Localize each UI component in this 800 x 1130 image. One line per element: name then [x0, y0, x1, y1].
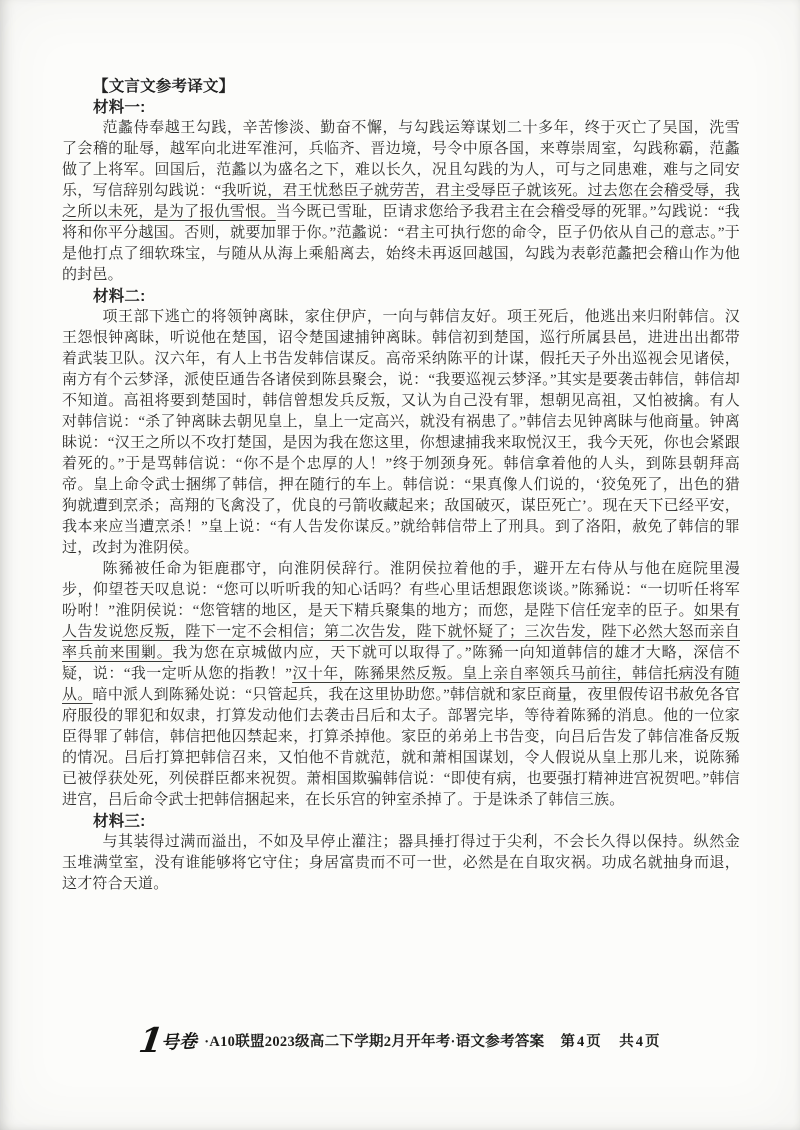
underlined-text: 我听说，君王忧愁臣子就劳苦，君主受辱臣子就该死。过去您在会稽受辱，我之所以未死，是为了报仇雪恨。 — [62, 183, 740, 220]
text-segment: 我为您在京城做内应，天下就可以取得了。”陈豨一向知道韩信的雄才大略，深信不疑，说：“我一定听从您的指教！” — [62, 645, 741, 682]
underlined-text: 如果有人告发说您反叛，陛下一定不会相信；第二次告发，陛下就怀疑了；三次告发，陛下必然大怒而亲自率兵前来围剿。 — [62, 603, 740, 661]
exam-brand-logo: 1号卷 — [135, 1021, 198, 1061]
document-body — [62, 76, 740, 895]
text-segment: 当今既已雪耻，臣请求您给予我君主在会稽受辱的死罪。”勾践说：“我将和你平分越国。否则，就要加罪于你。”范蠡说：“君主可执行您的命令，臣子仍依从自己的意志。”于是他打点了细软珠宝，与随从从海上乘船离去，始终未再返回越国，勾践为表彰范蠡把会稽山作为他的封邑。 — [62, 204, 740, 283]
logo-script-suffix: 号卷 — [160, 1031, 198, 1053]
underlined-text: 汉十年，陈豨果然反叛。皇上亲自率领兵马前往，韩信托病没有随从。 — [62, 666, 740, 703]
material-1-heading: 材料一: — [93, 99, 146, 116]
footer-exam-info: ·A10联盟2023级高二下学期2月开年考·语文参考答案 — [204, 1034, 545, 1050]
paragraph — [62, 559, 740, 811]
document-blocks — [62, 97, 740, 895]
text-segment: 范蠡侍奉越王勾践，辛苦惨淡、勤奋不懈，与勾践运筹谋划二十多年，终于灭亡了吴国，洗雪了会稽的耻辱，越军向北进军淮河，兵临齐、晋边境，号令中原各国，来尊崇周室，勾践称霸，范蠡做了上将军。回国后，范蠡以为盛名之下，难以长久，况且勾践的为人，可与之同患难，难与之同安乐，写信辞别勾践说：“ — [62, 120, 740, 199]
text-segment: 项王部下逃亡的将领钟离眛，家住伊庐，一向与韩信友好。项王死后，他逃出来归附韩信。汉王怨恨钟离眛，听说他在楚国，诏令楚国逮捕钟离眛。韩信初到楚国，巡行所属县邑，进进出出都带着武装卫队。汉六年，有人上书告发韩信谋反。高帝采纳陈平的计谋，假托天子外出巡视会见诸侯，南方有个云梦泽，派使臣通告各诸侯到陈县聚会，说：“我要巡视云梦泽。”其实是要袭击韩信，韩信却不知道。高祖将要到楚国时，韩信曾想发兵反叛，又认为自己没有罪，想朝见高祖，又怕被擒。有人对韩信说：“杀了钟离眛去朝见皇上，皇上一定高兴，就没有祸患了。”韩信去见钟离眛与他商量。钟离眛说：“汉王之所以不攻打楚国，是因为我在您这里，你想逮捕我来取悦汉王，我今天死，你也会紧跟着死的。”于是骂韩信说：“你不是个忠厚的人！”终于刎颈身死。韩信拿着他的人头，到陈县朝拜高帝。皇上命令武士捆绑了韩信，押在随行的车上。韩信说：“果真像人们说的，‘狡兔死了，出色的猎狗就遭到烹杀；高翔的飞禽没了，优良的弓箭收藏起来；敌国破灭，谋臣死亡’。现在天下已经平安，我本来应当遭烹杀！”皇上说：“有人告发你谋反。”就给韩信带上了刑具。到了洛阳，赦免了韩信的罪过，改封为淮阴侯。 — [62, 309, 740, 556]
page-footer — [0, 1021, 800, 1061]
paragraph — [62, 832, 740, 895]
footer-page-info: 第4页 共4页 — [560, 1034, 662, 1050]
document-title: 【文言文参考译文】 — [93, 78, 235, 95]
paragraph — [62, 118, 740, 286]
text-segment: 陈豨被任命为钜鹿郡守，向淮阴侯辞行。淮阴侯拉着他的手，避开左右侍从与他在庭院里漫步，仰望苍天叹息说：“您可以听听我的知心话吗？有些心里话想跟您谈谈。”陈豨说：“一切听任将军吩咐！”淮阴侯说：“您管辖的地区，是天下精兵聚集的地方；而您，是陛下信任宠幸的臣子。 — [62, 561, 740, 619]
material-3-heading: 材料三: — [93, 813, 146, 830]
text-segment: 暗中派人到陈豨处说：“只管起兵，我在这里协助您。”韩信就和家臣商量，夜里假传诏书赦免各官府服役的罪犯和奴隶，打算发动他们去袭击吕后和太子。部署完毕，等待着陈豨的消息。他的一位家臣得罪了韩信，韩信把他囚禁起来，打算杀掉他。家臣的弟弟上书告变，向吕后告发了韩信准备反叛的情况。吕后打算把韩信召来，又怕他不肯就范，就和萧相国谋划，令人假说从皇上那儿来，说陈豨已被俘获处死，列侯群臣都来祝贺。萧相国欺骗韩信说：“即使有病，也要强打精神进宫祝贺吧。”韩信进宫，吕后命令武士把韩信捆起来，在长乐宫的钟室杀掉了。于是诛杀了韩信三族。 — [62, 687, 741, 808]
text-segment: 与其装得过满而溢出，不如及早停止灌注；器具捶打得过于尖利，不会长久得以保持。纵然金玉堆满堂室，没有谁能够将它守住；身居富贵而不可一世，必然是在自取灾祸。功成名就抽身而退，这才符合天道。 — [62, 834, 740, 892]
material-2-heading: 材料二: — [93, 288, 146, 305]
paragraph — [62, 307, 740, 559]
